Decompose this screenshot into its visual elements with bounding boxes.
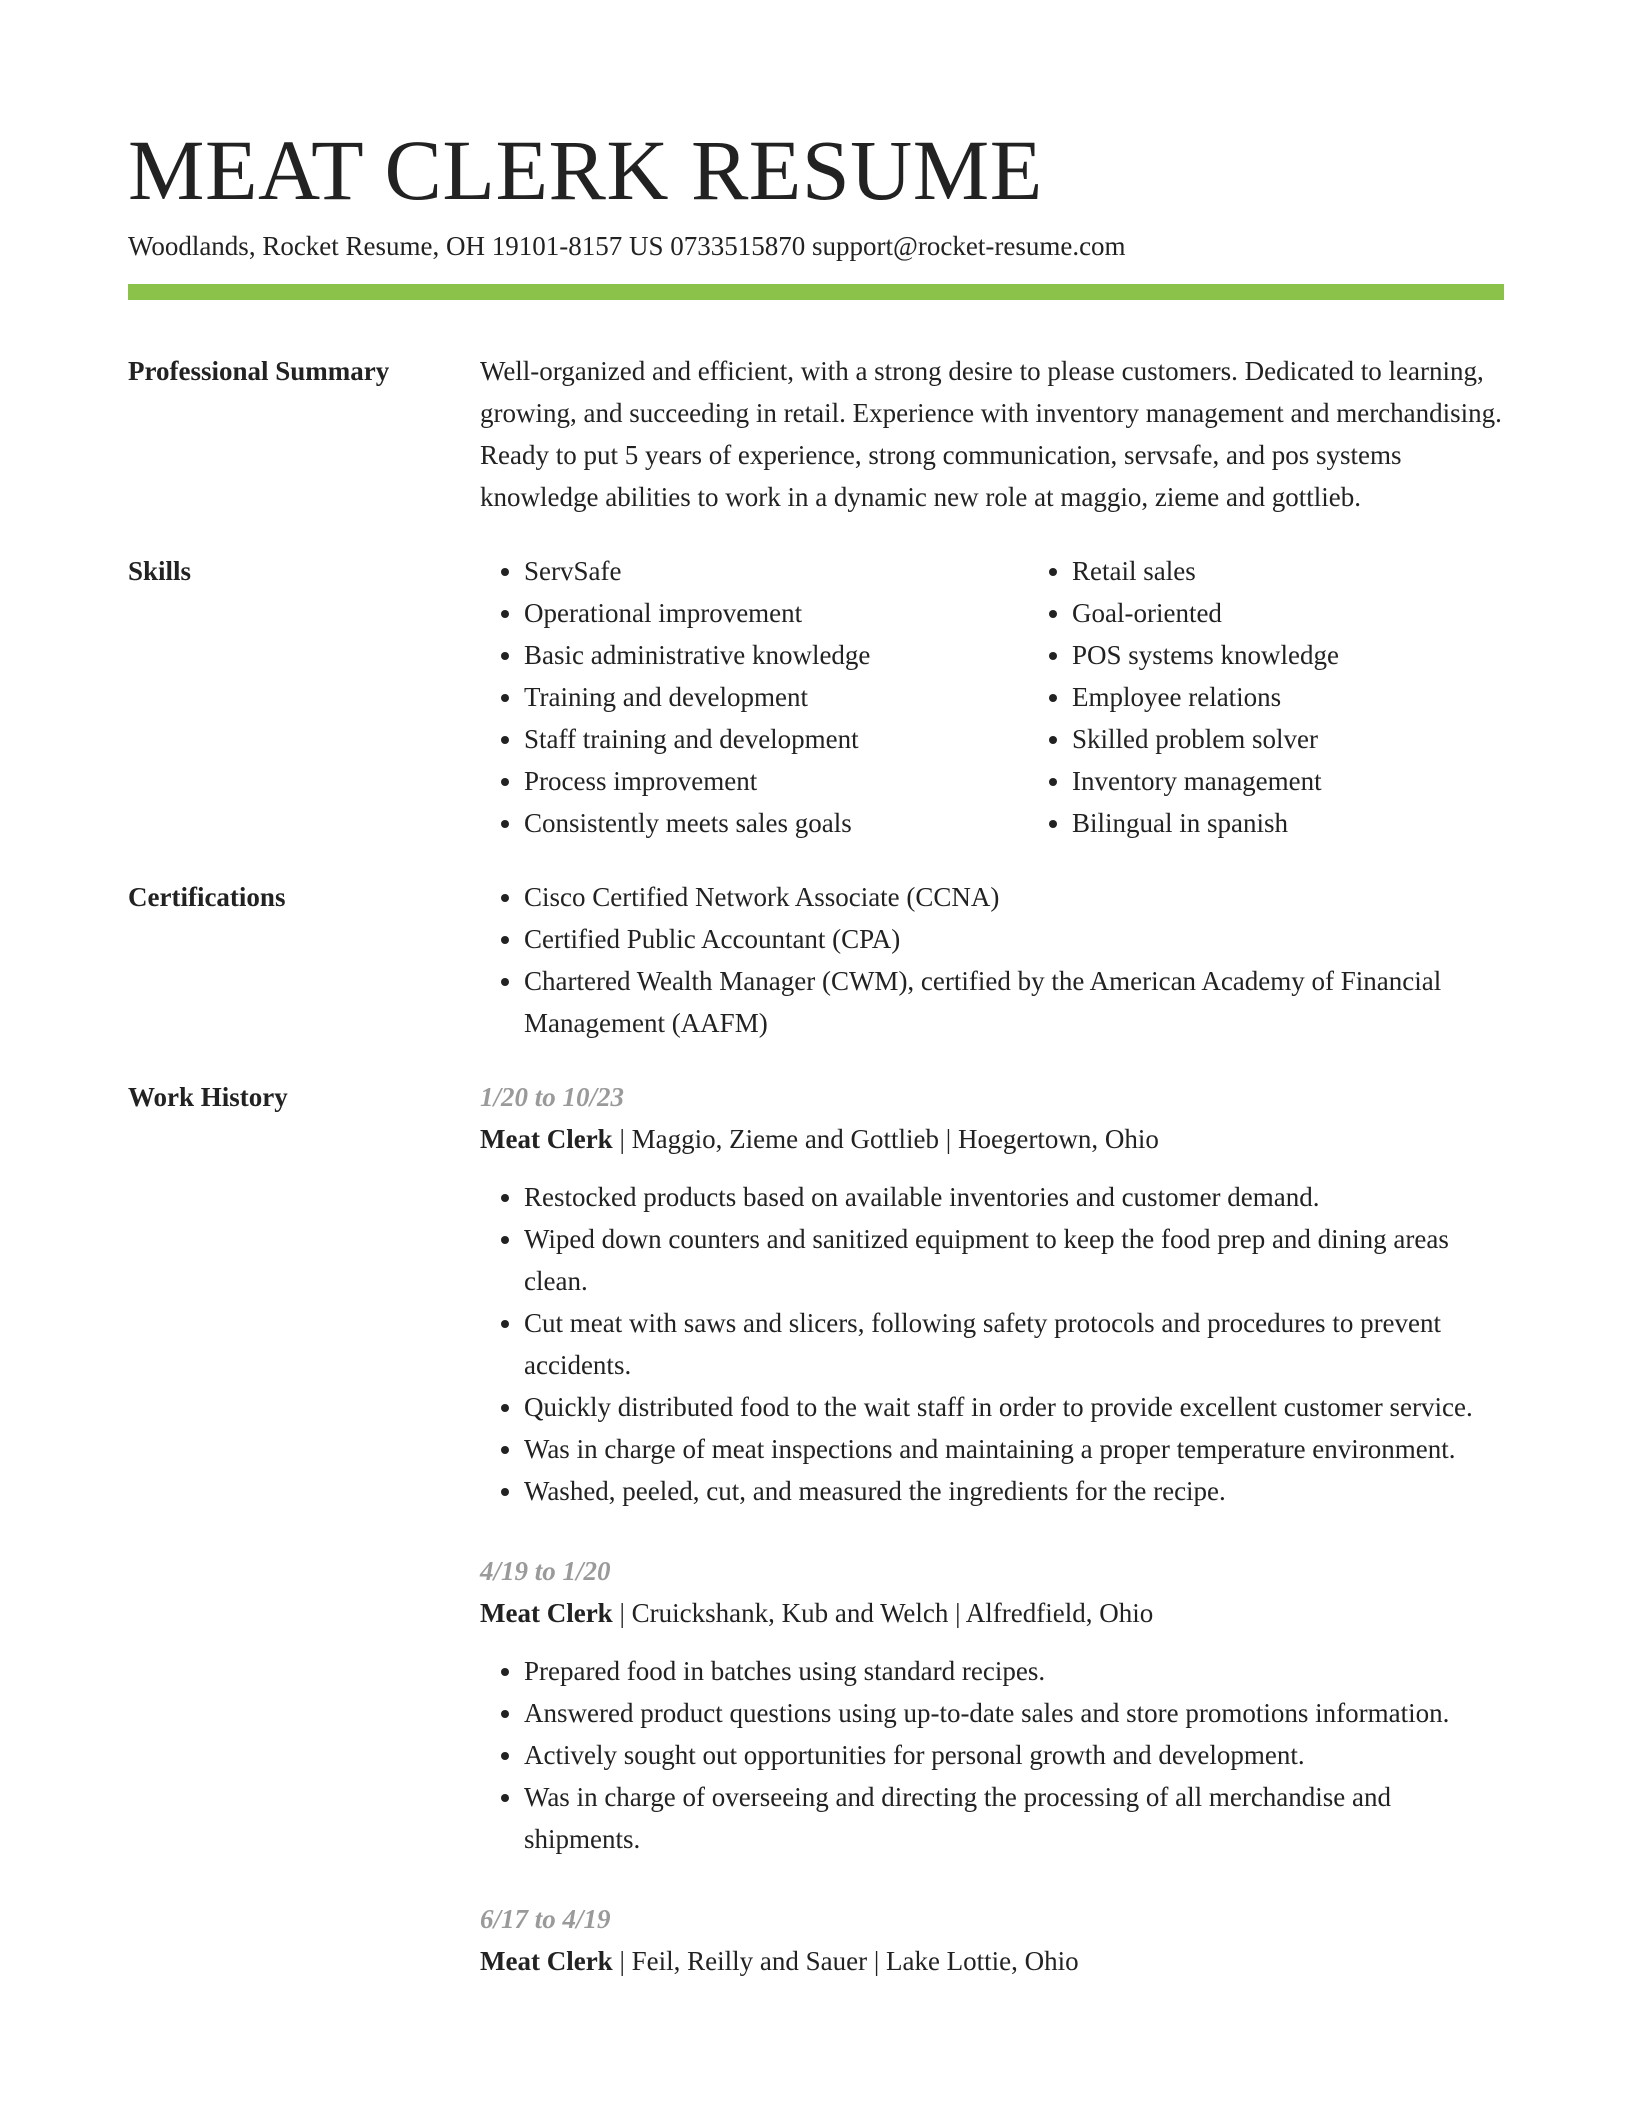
certification-item: • Cisco Certified Network Associate (CCNA) <box>524 876 1504 918</box>
job-title: Meat Clerk <box>480 1598 613 1628</box>
skills-section <box>128 550 1504 844</box>
skill-item: • Skilled problem solver <box>1072 718 1576 760</box>
job-bullets <box>480 1650 1504 1860</box>
job-bullet: • Was in charge of meat inspections and maintaining a proper temperature environment. <box>524 1428 1504 1470</box>
certification-item: • Certified Public Accountant (CPA) <box>524 918 1504 960</box>
job-bullet: • Wiped down counters and sanitized equipment to keep the food prep and dining areas clean. <box>524 1218 1504 1302</box>
job-details: | Feil, Reilly and Sauer | Lake Lottie, Ohio <box>612 1946 1079 1976</box>
summary-section <box>128 350 1504 518</box>
certifications-list <box>480 876 1504 1044</box>
skill-item: • Basic administrative knowledge <box>524 634 1028 676</box>
job-dates: 4/19 to 1/20 <box>480 1556 611 1586</box>
header-divider <box>128 284 1504 300</box>
job-dates: 6/17 to 4/19 <box>480 1904 611 1934</box>
skill-item: • Retail sales <box>1072 550 1576 592</box>
skill-item: • Goal-oriented <box>1072 592 1576 634</box>
skills-label: Skills <box>128 556 192 586</box>
skill-item: • Process improvement <box>524 760 1028 802</box>
certifications-label: Certifications <box>128 882 286 912</box>
certification-item: • Chartered Wealth Manager (CWM), certified by the American Academy of Financial Management (AAFM) <box>524 960 1504 1044</box>
job-heading <box>480 1592 1504 1634</box>
work-history-label: Work History <box>128 1082 288 1112</box>
summary-text: Well-organized and efficient, with a strong desire to please customers. Dedicated to learning, growing, and succeeding in retail. Experience with inventory management and merchandising. Ready to put 5 years of experience, strong communication, servsafe, and pos systems knowledge abilities to work in a dynamic new role at maggio, zieme and gottlieb. <box>480 356 1502 512</box>
job-title: Meat Clerk <box>480 1124 613 1154</box>
job-bullets <box>480 1176 1504 1512</box>
skill-item: • Staff training and development <box>524 718 1028 760</box>
job-bullet: • Washed, peeled, cut, and measured the ingredients for the recipe. <box>524 1470 1504 1512</box>
job-entry <box>480 1898 1504 1982</box>
job-dates: 1/20 to 10/23 <box>480 1082 625 1112</box>
skills-list-right <box>1028 550 1576 844</box>
skill-item: • ServSafe <box>524 550 1028 592</box>
skill-item: • Bilingual in spanish <box>1072 802 1576 844</box>
job-entry <box>480 1550 1504 1860</box>
job-bullet: • Quickly distributed food to the wait staff in order to provide excellent customer service. <box>524 1386 1504 1428</box>
skills-list-left <box>480 550 1028 844</box>
job-details: | Maggio, Zieme and Gottlieb | Hoegertown, Ohio <box>612 1124 1159 1154</box>
job-bullet: • Prepared food in batches using standard recipes. <box>524 1650 1504 1692</box>
skill-item: • Employee relations <box>1072 676 1576 718</box>
job-details: | Cruickshank, Kub and Welch | Alfredfield, Ohio <box>612 1598 1154 1628</box>
job-bullet: • Actively sought out opportunities for personal growth and development. <box>524 1734 1504 1776</box>
job-title: Meat Clerk <box>480 1946 613 1976</box>
resume-title: MEAT CLERK RESUME <box>128 122 1043 218</box>
job-bullet: • Restocked products based on available inventories and customer demand. <box>524 1176 1504 1218</box>
work-history-section <box>128 1076 1504 2020</box>
job-heading <box>480 1118 1504 1160</box>
job-bullet: • Answered product questions using up-to-date sales and store promotions information. <box>524 1692 1504 1734</box>
skill-item: • Inventory management <box>1072 760 1576 802</box>
job-bullet: • Was in charge of overseeing and directing the processing of all merchandise and shipments. <box>524 1776 1504 1860</box>
certifications-section <box>128 876 1504 1044</box>
skill-item: • POS systems knowledge <box>1072 634 1576 676</box>
summary-label: Professional Summary <box>128 356 390 386</box>
contact-line: Woodlands, Rocket Resume, OH 19101-8157 US 0733515870 support@rocket-resume.com <box>128 231 1126 261</box>
skill-item: • Consistently meets sales goals <box>524 802 1028 844</box>
job-heading <box>480 1940 1504 1982</box>
job-entry <box>480 1076 1504 1512</box>
skill-item: • Operational improvement <box>524 592 1028 634</box>
resume-page <box>128 120 1504 2020</box>
skill-item: • Training and development <box>524 676 1028 718</box>
job-bullet: • Cut meat with saws and slicers, following safety protocols and procedures to prevent accidents. <box>524 1302 1504 1386</box>
